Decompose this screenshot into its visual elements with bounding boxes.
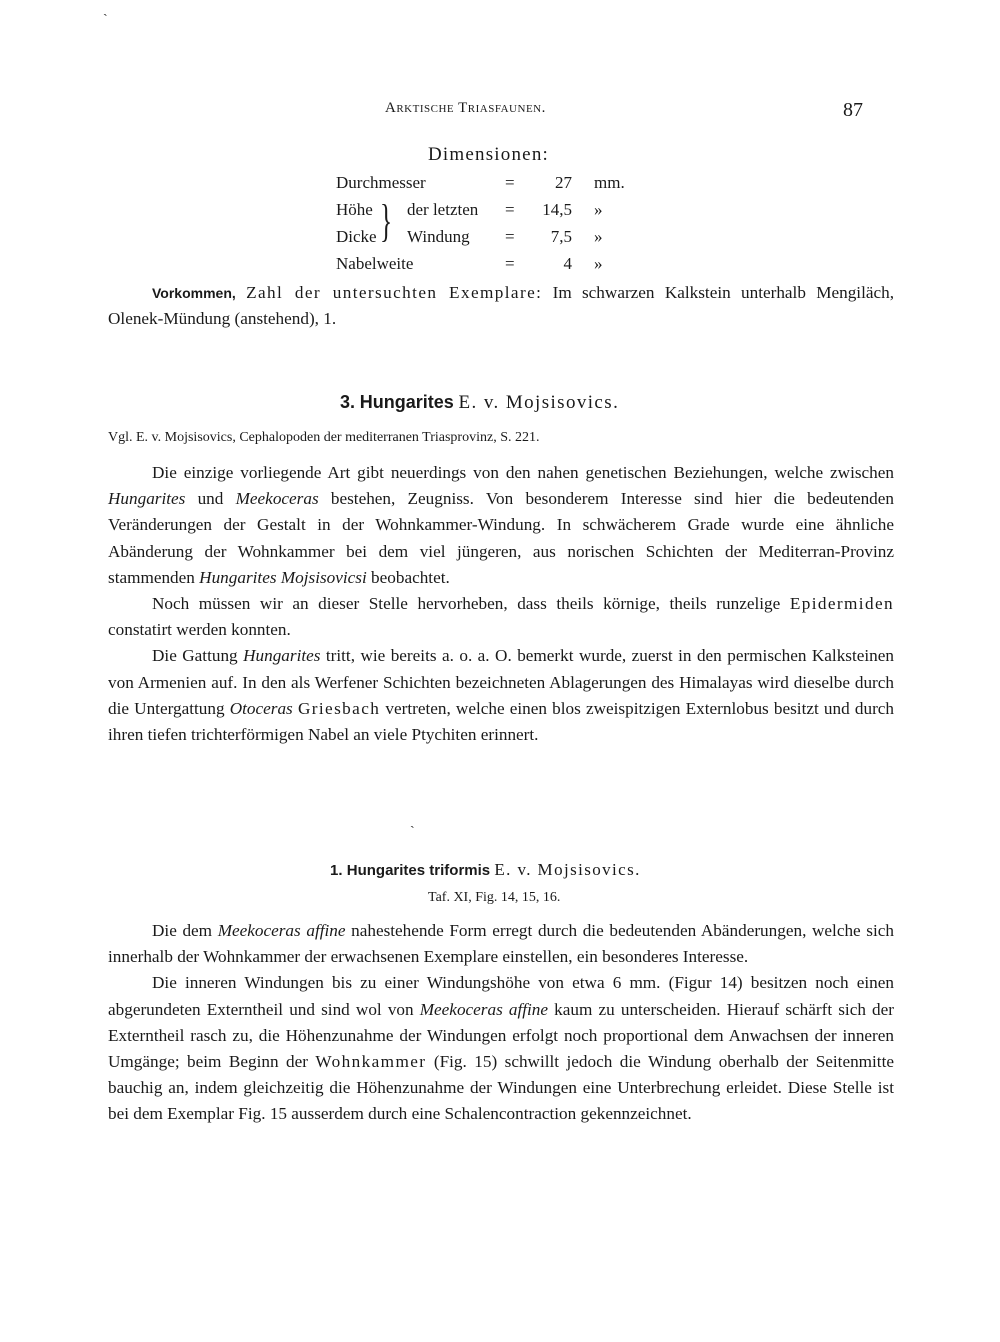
running-title: Arktische Triasfaunen. (385, 100, 546, 116)
text-run: (Fig. 15) schwillt jedoch die Windung oberhalb der Seitenmitte bauchig an, indem gleichzeitig die Höhenzunahme der Windungen eine Unterbrechung erleidet. Diese Stelle ist bei dem Exemplar Fig. 15 ausserdem durch eine Schalencontraction gekennzeichnet. (108, 1052, 894, 1124)
italic-taxon: Otoceras (229, 698, 293, 718)
italic-taxon: Meekoceras affine (217, 921, 346, 940)
spaced-word: Griesbach (297, 698, 381, 718)
dimensions-title: Dimensionen: (428, 144, 549, 165)
dim-equals: = (505, 200, 515, 219)
occurrence-text: Im schwarzen Kalkstein unterhalb Mengiläch, Olenek-Mündung (anstehend), 1. (108, 283, 895, 329)
italic-taxon: Hungarites (243, 646, 321, 666)
genus-heading (340, 392, 619, 414)
dim-value-diameter: 27 (555, 173, 572, 192)
occurrence-label: Vorkommen, (152, 285, 236, 301)
page-number: 87 (843, 99, 863, 121)
italic-taxon: Meekoceras affine (419, 999, 549, 1019)
dim-value-thickness: 7,5 (550, 227, 572, 246)
paragraph-1 (108, 460, 894, 591)
paragraph-3 (108, 643, 894, 748)
text-run: Die inneren Windungen bis zu einer Windungshöhe von etwa 6 mm. (Figur 14) besitzen noch einen abgerundeten Externtheil und sind wol von (108, 973, 894, 1019)
dim-equals: = (505, 254, 515, 273)
genus-number: 3. (340, 392, 356, 412)
text-run: Noch müssen wir an dieser Stelle hervorheben, dass theils körnige, theils runzelige (152, 594, 790, 614)
paragraph-2 (108, 591, 894, 643)
text-run: bestehen, Zeugniss. Von besonderem Interesse sind hier die bedeutenden Veränderungen der Gestalt in der Wohnkammer-Windung. In schwächerem Grade wurde eine ähnliche Abänderung der Wohnkammer bei dem viel jüngeren, aus norischen Schichten der Mediterran-Provinz stammenden (108, 489, 895, 587)
spaced-word: Epidermiden (789, 594, 894, 614)
dim-brace-text-2: Windung (407, 227, 470, 246)
italic-taxon: Meekoceras (235, 489, 319, 509)
dim-unit-thickness: » (594, 227, 603, 246)
text-run: vertreten, welche einen blos zweispitzigen Externlobus besitzt und durch ihren tiefen trichterförmigen Nabel an viele Ptychiten erinnert. (108, 698, 895, 745)
genus-reference: Vgl. E. v. Mojsisovics, Cephalopoden der mediterranen Triasprovinz, S. 221. (108, 430, 540, 445)
species-plate: Taf. XI, Fig. 14, 15, 16. (428, 890, 561, 905)
italic-taxon: Hungarites Mojsisovicsi (199, 567, 367, 587)
species-author: E. v. Mojsisovics. (494, 860, 641, 879)
text-run: Die einzige vorliegende Art gibt neuerdings von den nahen genetischen Beziehungen, welche zwischen (152, 463, 894, 482)
text-run: kaum zu unterscheiden. Hierauf schärft sich der Externtheil rasch zu, die Höhenzunahme der Windungen erfolgt noch proportional dem Anwachsen der inneren Umgänge; beim Beginn der (108, 999, 895, 1072)
dim-unit-height: » (594, 200, 603, 219)
brace-symbol: } (380, 195, 393, 246)
species-number: 1. (330, 862, 343, 879)
genus-text (108, 460, 894, 748)
text-run: und (185, 489, 236, 509)
dim-equals: = (505, 227, 515, 246)
occurrence-spaced: Zahl der untersuchten Exemplare: (246, 283, 543, 302)
species-heading (330, 860, 641, 880)
occurrence-paragraph (108, 280, 894, 332)
spaced-word: Wohnkammer (315, 1052, 427, 1072)
dim-value-umbilicus: 4 (563, 254, 572, 273)
dim-brace-text-1: der letzten (407, 200, 479, 219)
text-run: Die dem (152, 921, 218, 940)
dim-label-umbilicus: Nabelweite (336, 254, 414, 273)
paragraph-4 (108, 918, 894, 970)
paragraph-5 (108, 970, 894, 1127)
dim-unit-diameter: mm. (594, 173, 625, 192)
stray-mark: ˏ (410, 814, 415, 829)
text-run: beobachtet. (366, 567, 450, 587)
species-text (108, 918, 894, 1128)
dim-label-height: Höhe (336, 200, 373, 219)
text-run: tritt, wie bereits a. o. a. O. bemerkt wurde, zuerst in den permischen Kalksteinen von Armenien auf. In den als Werfener Schichten bezeichneten Ablagerungen des Himalayas wird dieselbe durch die Untergattung (108, 646, 894, 718)
dim-label-thickness: Dicke (336, 227, 377, 246)
dim-equals: = (505, 173, 515, 192)
italic-taxon: Hungarites (108, 489, 186, 509)
genus-author: E. v. Mojsisovics. (458, 392, 620, 413)
genus-name: Hungarites (359, 392, 454, 412)
stray-mark: ˏ (103, 2, 108, 17)
species-name: Hungarites triformis (346, 862, 491, 879)
dim-label-diameter: Durchmesser (336, 173, 426, 192)
dim-unit-umbilicus: » (594, 254, 603, 273)
text-run: Die Gattung (152, 646, 244, 666)
text-run: constatirt werden konnten. (108, 620, 291, 640)
text-run: nahestehende Form erregt durch die bedeutenden Abänderungen, welche sich innerhalb der Wohnkammer der erwachsenen Exemplare einstellen, ein besonderes Interesse. (108, 921, 894, 967)
dim-value-height: 14,5 (542, 200, 572, 219)
